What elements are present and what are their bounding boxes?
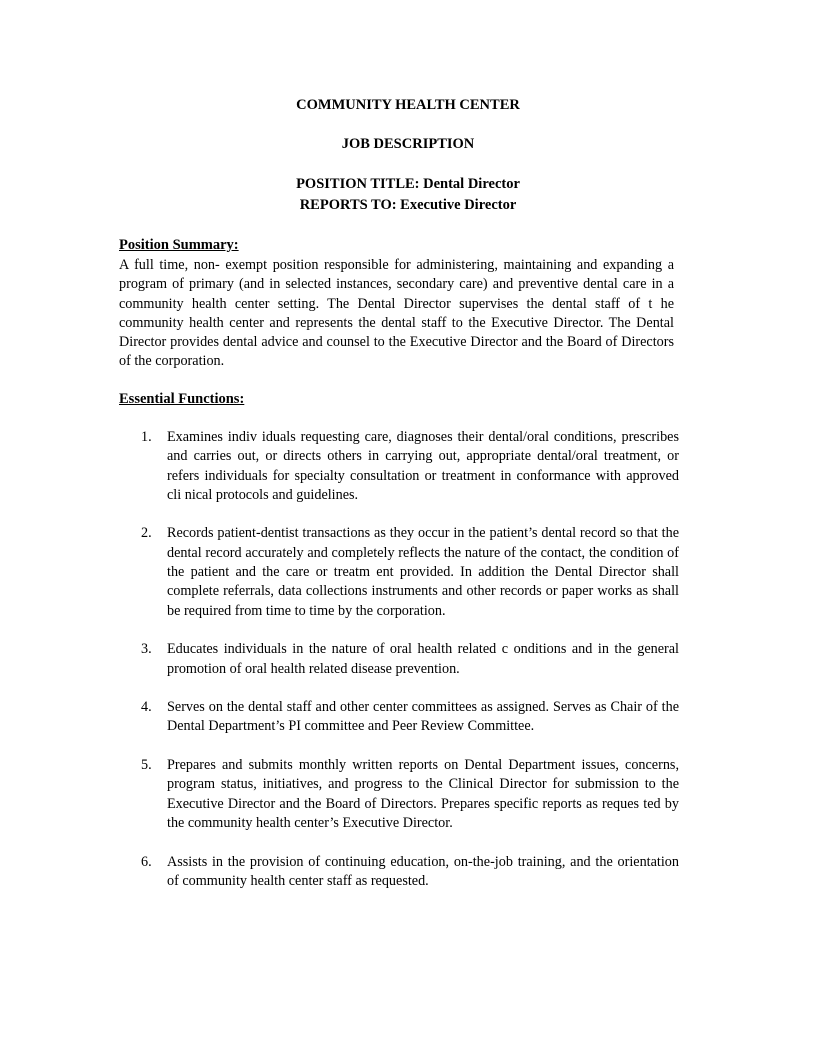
item-number: 1. xyxy=(141,429,152,445)
item-text: Assists in the provision of continuing education, on-the-job training, and the orientation of community health center staff as requested. xyxy=(167,853,679,889)
organization-title: COMMUNITY HEALTH CENTER xyxy=(296,97,520,113)
item-number: 3. xyxy=(141,641,152,658)
item-text: Records patient-dentist transactions as they occur in the patient’s dental record so that the dental record accurately and completely reflects the nature of the contact, the condition of the patient and the care or treatm ent provided. In addition the Dental Director shall complete referrals, data collections instruments and other records or paper works as shall be required from time to time by the corporation. xyxy=(167,525,679,619)
position-summary-heading: Position Summary: xyxy=(119,237,239,253)
item-number: 2. xyxy=(141,525,152,542)
reports-to: REPORTS TO: Executive Director xyxy=(299,197,517,213)
item-number: 6. xyxy=(141,853,152,870)
position-summary-text: A full time, non- exempt position responsible for administering, maintaining and expanding a program of primary (and in selected instances, secondary care) and preventive dental care in a community health center setting. The Dental Director supervises the dental staff of t he community health center and represents the dental staff to the Executive Director. The Dental Director provides dental advice and counsel to the Executive Director and the Board of Directors of the corporation. xyxy=(119,257,674,370)
list-item xyxy=(119,756,679,833)
essential-functions-heading: Essential Functions: xyxy=(119,391,245,407)
list-item xyxy=(119,428,679,505)
document-type-title: JOB DESCRIPTION xyxy=(341,136,475,152)
position-title: POSITION TITLE: Dental Director xyxy=(296,176,520,192)
item-text: Prepares and submits monthly written reports on Dental Department issues, concerns, program status, initiatives, and progress to the Clinical Director for submission to the Executive Director and the Board of Directors. Prepares specific reports as reques ted by the community health center’s Executive Director. xyxy=(167,757,679,831)
item-text: Serves on the dental staff and other center committees as assigned. Serves as Chair of the Dental Department’s PI committee and Peer Review Committee. xyxy=(167,699,679,735)
item-number: 4. xyxy=(141,699,152,716)
list-item xyxy=(119,640,679,679)
list-item xyxy=(119,853,679,892)
item-text: Examines indiv iduals requesting care, diagnoses their dental/oral conditions, prescribes and carries out, or directs others in carrying out, appropriate dental/oral treatment, or refers individuals for specialty consultation or treatment in conformance with approved cli nical protocols and guidelines. xyxy=(167,429,679,503)
list-item xyxy=(119,698,679,737)
item-text: Educates individuals in the nature of oral health related c onditions and in the general promotion of oral health related disease prevention. xyxy=(167,641,679,677)
essential-functions-list xyxy=(119,428,679,910)
list-item xyxy=(119,524,679,620)
item-number: 5. xyxy=(141,757,152,774)
